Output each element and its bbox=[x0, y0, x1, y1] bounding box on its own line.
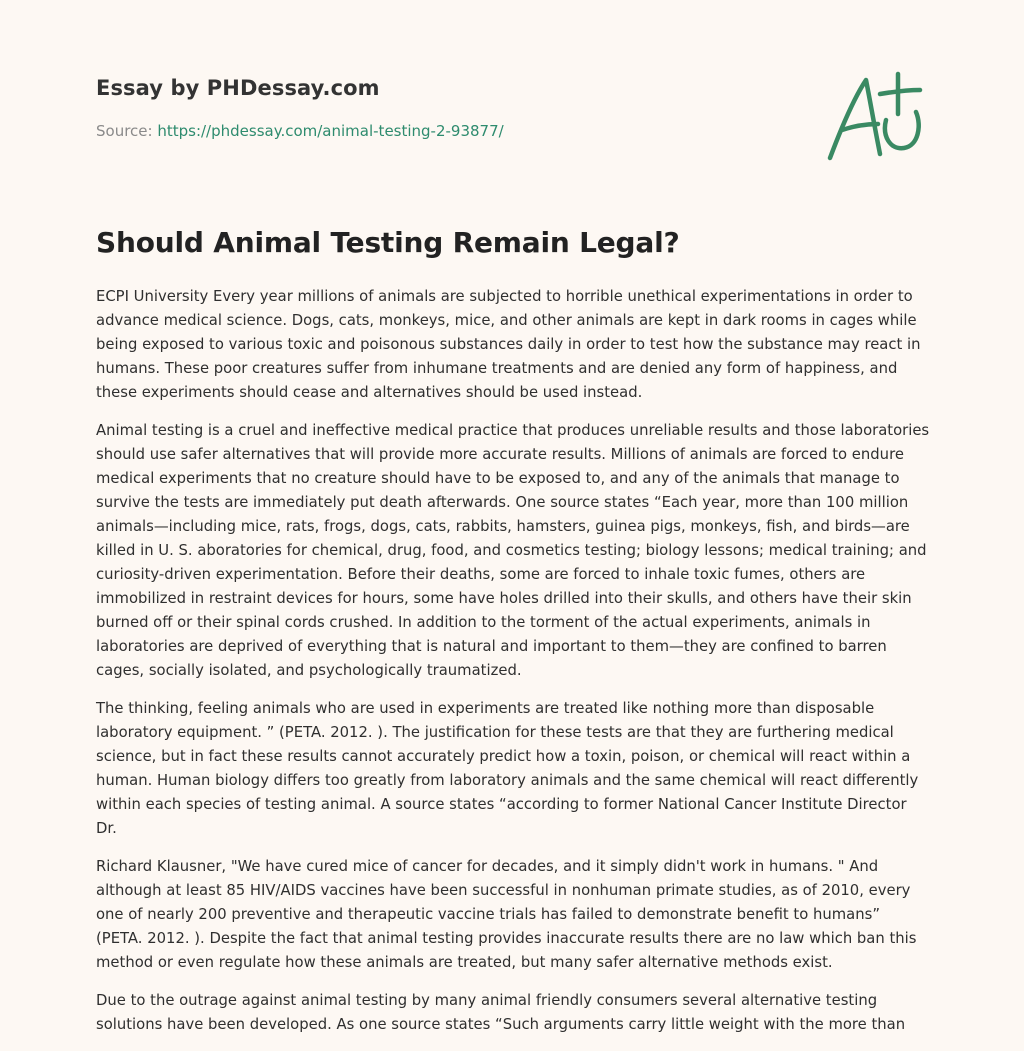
source-label: Source: bbox=[96, 122, 158, 140]
brand-title: Essay by PHDessay.com bbox=[96, 76, 380, 100]
source-line bbox=[96, 122, 796, 140]
essay-header bbox=[96, 76, 796, 140]
source-link[interactable]: https://phdessay.com/animal-testing-2-93877/ bbox=[157, 122, 504, 140]
paragraph: Animal testing is a cruel and ineffective medical practice that produces unreliable results and those laboratories should use safer alternatives that will provide more accurate results. Millions of animals are forced to endure medical experiments that no creature should have to be exposed to, and any of the animals that manage to survive the tests are immediately put death afterwards. One source states “Each year, more than 100 million animals—including mice, rats, frogs, dogs, cats, rabbits, hamsters, guinea pigs, monkeys, fish, and birds—are killed in U. S. aboratories for chemical, drug, food, and cosmetics testing; biology lessons; medical training; and curiosity-driven experimentation. Before their deaths, some are forced to inhale toxic fumes, others are immobilized in restraint devices for hours, some have holes drilled into their skulls, and others have their skin burned off or their spinal cords crushed. In addition to the torment of the actual experiments, animals in laboratories are deprived of everything that is natural and important to them—they are confined to barren cages, socially isolated, and psychologically traumatized. bbox=[96, 422, 930, 679]
paragraph: The thinking, feeling animals who are used in experiments are treated like nothing more than disposable laboratory equipment. ” (PETA. 2012. ). The justification for these tests are that they are furthering medical science, but in fact these results cannot accurately predict how a toxin, poison, or chemical will react within a human. Human biology differs too greatly from laboratory animals and the same chemical will react differently within each species of testing animal. A source states “according to former National Cancer Institute Director Dr. bbox=[96, 700, 919, 837]
essay-body bbox=[96, 285, 930, 1051]
paragraph: Due to the outrage against animal testing by many animal friendly consumers several alternative testing solutions have been developed. As one source states “Such arguments carry little weight with the more than bbox=[96, 992, 906, 1033]
paragraph: ECPI University Every year millions of animals are subjected to horrible unethical experimentations in order to advance medical science. Dogs, cats, monkeys, mice, and other animals are kept in dark rooms in cages while being exposed to various toxic and poisonous substances daily in order to test how the substance may react in humans. These poor creatures suffer from inhumane treatments and are denied any form of happiness, and these experiments should cease and alternatives should be used instead. bbox=[96, 288, 921, 401]
a-plus-logo-icon bbox=[820, 66, 930, 166]
essay-title: Should Animal Testing Remain Legal? bbox=[96, 226, 680, 259]
paragraph: Richard Klausner, "We have cured mice of cancer for decades, and it simply didn't work in humans. " And although at least 85 HIV/AIDS vaccines have been successful in nonhuman primate studies, as of 2010, every one of nearly 200 preventive and therapeutic vaccine trials has failed to demonstrate benefit to humans” (PETA. 2012. ). Despite the fact that animal testing provides inaccurate results there are no law which ban this method or even regulate how these animals are treated, but many safer alternative methods exist. bbox=[96, 858, 917, 971]
